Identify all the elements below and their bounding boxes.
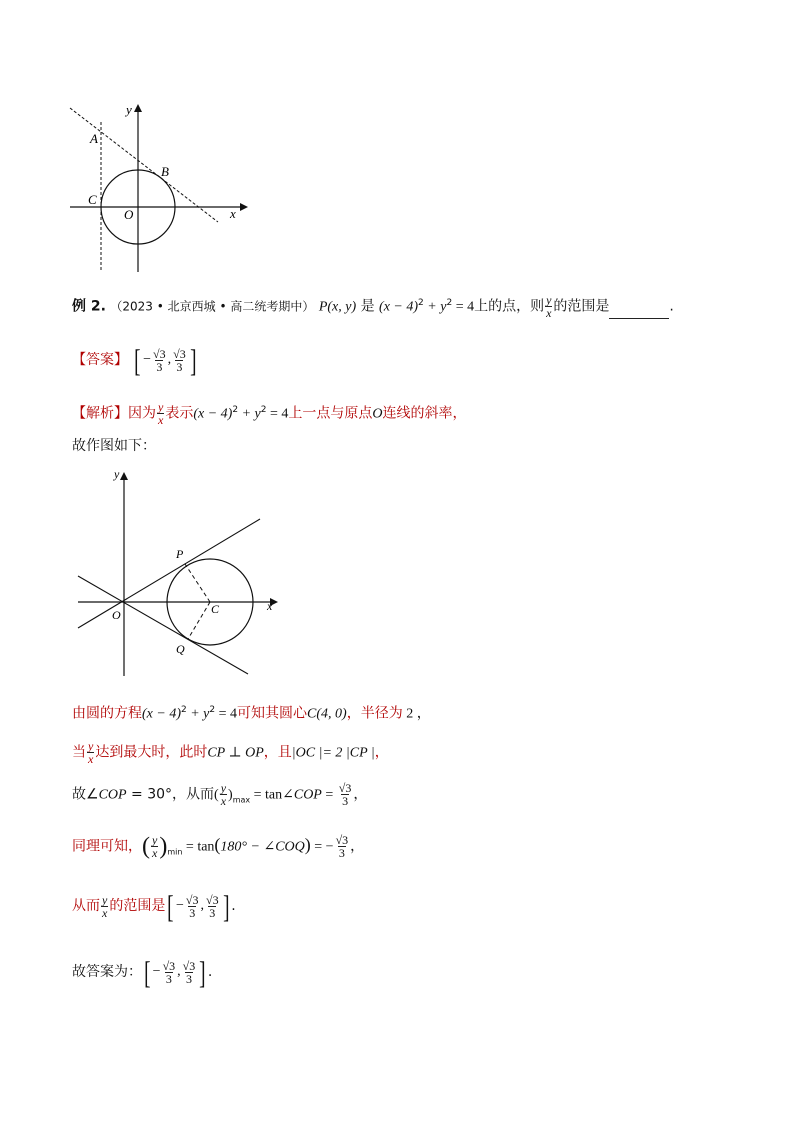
answer-interval: [ − $\frac{√3}{3}$ , $\frac{√3}{3}$ ] <box>134 342 197 378</box>
fig2-label-c: C <box>211 602 220 616</box>
figure-1 <box>60 100 260 280</box>
fig2-label-q: Q <box>176 642 185 656</box>
solution-line-1: 由圆的方程$(x - 4)^2 + y^2 = 4$可知其圆心C(4, 0)，半径为 2 ， <box>72 705 431 722</box>
answer-line <box>72 344 198 376</box>
fig1-label-b: B <box>161 164 169 179</box>
analysis-line-1: 【解析】因为 $\frac{y}{x}$ 表示$(x - 4)^2 + y^2 = 4$上一点与原点O连线的斜率， <box>72 400 467 428</box>
figure-2 <box>70 462 290 682</box>
example-point: P(x, y) <box>318 299 357 315</box>
fig1-label-o: O <box>124 207 134 222</box>
fig1-label-a: A <box>90 131 98 146</box>
fig1-label-y: y <box>126 102 132 117</box>
analysis-line-2: 故作图如下： <box>72 438 156 454</box>
solution-line-2: 当 $\frac{y}{x}$ 达到最大时，此时CP ⊥ OP，且|OC |= 2 |CP |， <box>72 739 389 766</box>
fig2-label-p: P <box>176 547 184 561</box>
fig2-label-x: x <box>267 599 273 613</box>
answer-tag: 【答案】 <box>72 352 128 368</box>
analysis-tag: 【解析】 <box>72 405 128 422</box>
solution-line-6: 故答案为： [ − $\frac{√3}{3}$ , $\frac{√3}{3}$ ] . <box>72 954 213 990</box>
example-label: 例 2 <box>72 298 101 315</box>
solution-line-3: 故∠COP = 30°，从而( $\frac{y}{x}$ )$_{max}$ = tan∠COP = $\frac{√3}{3}$ ， <box>72 781 368 808</box>
example-source: （2023 • 北京西城 • 高二统考期中） <box>110 299 315 314</box>
fig2-label-y: y <box>114 467 120 481</box>
example-2-statement: 例 2. （2023 • 北京西城 • 高二统考期中） P(x, y) 是 $(x - 4)^2 + y^2 = 4$上的点，则 $\frac{y}{x}$ 的范围是 . <box>72 293 674 321</box>
fig2-label-o: O <box>112 608 121 622</box>
answer-blank <box>609 304 669 319</box>
solution-line-5: 从而 $\frac{y}{x}$ 的范围是 [ − $\frac{√3}{3}$ , $\frac{√3}{3}$ ] . <box>72 888 236 924</box>
fig1-label-x: x <box>230 206 236 221</box>
fig1-label-c: C <box>88 192 97 207</box>
solution-line-4: 同理可知，( $\frac{y}{x}$ )$_{min} = \tan(180^\circ$ − ∠COQ) = − $\frac{√3}{3}$ ， <box>72 833 365 860</box>
